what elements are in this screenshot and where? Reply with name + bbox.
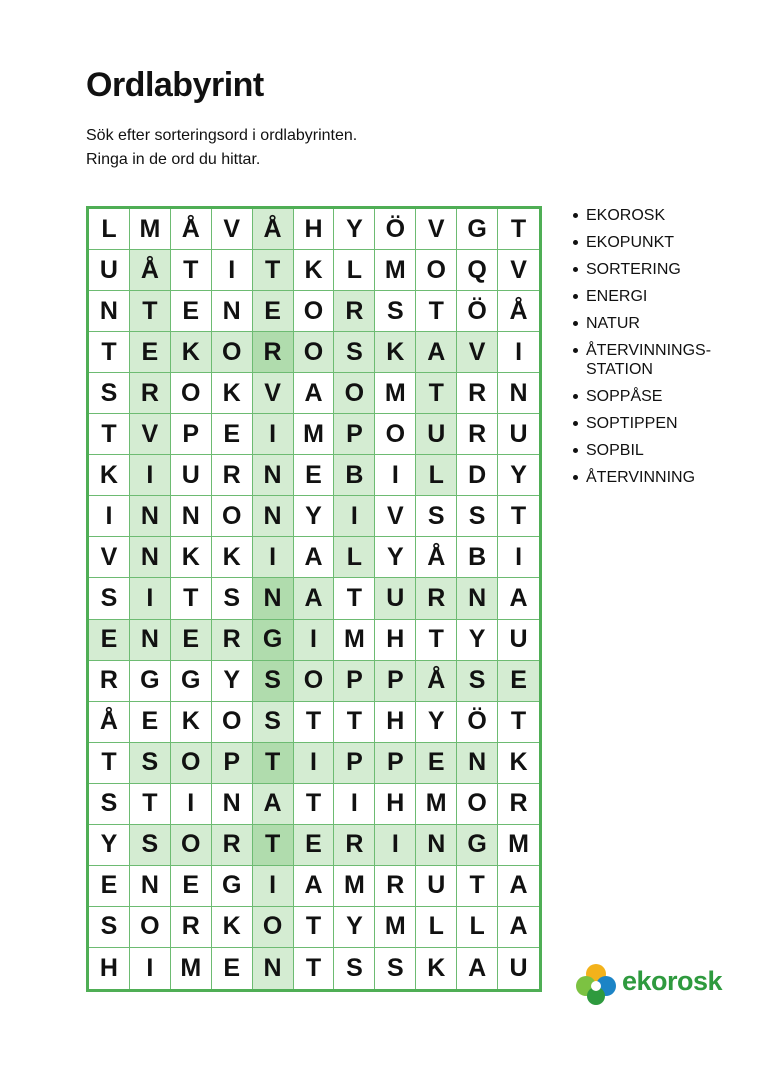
grid-cell[interactable]: M	[294, 414, 335, 455]
grid-cell[interactable]: U	[498, 620, 539, 661]
grid-cell[interactable]: I	[498, 537, 539, 578]
word-list-item: NATUR	[572, 314, 711, 333]
grid-cell[interactable]: M	[334, 620, 375, 661]
grid-cell[interactable]: M	[375, 373, 416, 414]
grid-cell[interactable]: L	[416, 907, 457, 948]
grid-cell[interactable]: A	[294, 866, 335, 907]
grid-cell[interactable]: O	[334, 373, 375, 414]
grid-cell[interactable]: E	[253, 291, 294, 332]
grid-cell[interactable]: K	[212, 907, 253, 948]
grid-cell[interactable]: T	[498, 702, 539, 743]
grid-cell[interactable]: E	[498, 661, 539, 702]
grid-cell[interactable]: S	[416, 496, 457, 537]
grid-cell[interactable]: H	[294, 209, 335, 250]
grid-cell[interactable]: Å	[416, 661, 457, 702]
grid-cell[interactable]: T	[294, 948, 335, 989]
grid-cell[interactable]: P	[375, 743, 416, 784]
grid-cell[interactable]: K	[171, 702, 212, 743]
grid-cell[interactable]: Å	[498, 291, 539, 332]
grid-cell[interactable]: G	[212, 866, 253, 907]
grid-cell[interactable]: A	[253, 784, 294, 825]
grid-cell[interactable]: K	[171, 332, 212, 373]
grid-cell[interactable]: A	[498, 866, 539, 907]
grid-cell[interactable]: N	[457, 578, 498, 619]
grid-cell[interactable]: K	[375, 332, 416, 373]
grid-cell[interactable]: T	[294, 907, 335, 948]
grid-cell[interactable]: R	[253, 332, 294, 373]
grid-cell[interactable]: N	[212, 291, 253, 332]
grid-cell[interactable]: V	[457, 332, 498, 373]
grid-cell[interactable]: T	[130, 291, 171, 332]
grid-cell[interactable]: I	[171, 784, 212, 825]
grid-cell[interactable]: E	[212, 948, 253, 989]
grid-cell[interactable]: E	[89, 620, 130, 661]
grid-cell[interactable]: R	[334, 291, 375, 332]
grid-cell[interactable]: O	[294, 291, 335, 332]
grid-cell[interactable]: K	[89, 455, 130, 496]
grid-cell[interactable]: N	[89, 291, 130, 332]
grid-cell[interactable]: A	[416, 332, 457, 373]
grid-cell[interactable]: R	[89, 661, 130, 702]
grid-cell[interactable]: R	[171, 907, 212, 948]
grid-cell[interactable]: T	[334, 578, 375, 619]
word-search-grid[interactable]	[86, 206, 542, 992]
grid-cell[interactable]: M	[171, 948, 212, 989]
grid-cell[interactable]: I	[334, 496, 375, 537]
grid-cell[interactable]: M	[334, 866, 375, 907]
grid-cell[interactable]: Ö	[375, 209, 416, 250]
grid-cell[interactable]: S	[457, 496, 498, 537]
grid-cell[interactable]: T	[457, 866, 498, 907]
grid-cell[interactable]: T	[294, 702, 335, 743]
instruction-line: Sök efter sorteringsord i ordlabyrinten.	[86, 127, 358, 144]
grid-cell[interactable]: H	[89, 948, 130, 989]
grid-cell[interactable]: U	[416, 866, 457, 907]
instructions	[86, 124, 357, 172]
grid-cell[interactable]: N	[498, 373, 539, 414]
grid-cell[interactable]: T	[89, 414, 130, 455]
grid-cell[interactable]: Å	[130, 250, 171, 291]
grid-cell[interactable]: S	[89, 784, 130, 825]
grid-cell[interactable]: S	[130, 743, 171, 784]
grid-cell[interactable]: R	[212, 825, 253, 866]
grid-cell[interactable]: O	[130, 907, 171, 948]
grid-cell[interactable]: V	[416, 209, 457, 250]
grid-cell[interactable]: I	[130, 578, 171, 619]
grid-cell[interactable]: I	[375, 455, 416, 496]
grid-cell[interactable]: S	[253, 702, 294, 743]
grid-cell[interactable]: S	[212, 578, 253, 619]
grid-cell[interactable]: R	[212, 455, 253, 496]
grid-cell[interactable]: G	[457, 825, 498, 866]
grid-cell[interactable]: O	[171, 825, 212, 866]
grid-cell[interactable]: I	[294, 743, 335, 784]
grid-cell[interactable]: I	[334, 784, 375, 825]
grid-cell[interactable]: M	[130, 209, 171, 250]
grid-cell[interactable]: V	[212, 209, 253, 250]
grid-cell[interactable]: I	[212, 250, 253, 291]
grid-cell[interactable]: V	[89, 537, 130, 578]
grid-cell[interactable]: M	[375, 907, 416, 948]
logo-text: ekorosk	[622, 966, 723, 996]
grid-cell[interactable]: I	[253, 414, 294, 455]
grid-cell[interactable]: A	[457, 948, 498, 989]
grid-cell[interactable]: N	[253, 948, 294, 989]
grid-cell[interactable]: T	[498, 209, 539, 250]
grid-cell[interactable]: S	[457, 661, 498, 702]
grid-cell[interactable]: A	[498, 578, 539, 619]
grid-cell[interactable]: V	[130, 414, 171, 455]
grid-cell[interactable]: V	[375, 496, 416, 537]
grid-cell[interactable]: O	[416, 250, 457, 291]
grid-cell[interactable]: Y	[212, 661, 253, 702]
grid-cell[interactable]: K	[212, 537, 253, 578]
grid-cell[interactable]: L	[457, 907, 498, 948]
grid-cell[interactable]: K	[212, 373, 253, 414]
word-list-item: ENERGI	[572, 287, 711, 306]
grid-cell[interactable]: P	[212, 743, 253, 784]
grid-cell[interactable]: P	[334, 661, 375, 702]
word-list-item: ÅTERVINNINGS- STATION	[572, 341, 711, 379]
grid-cell[interactable]: U	[509, 953, 528, 982]
grid-cell[interactable]: N	[212, 784, 253, 825]
grid-cell[interactable]: T	[130, 784, 171, 825]
grid-cell[interactable]: P	[334, 743, 375, 784]
grid-cell[interactable]: U	[171, 455, 212, 496]
grid-cell[interactable]: H	[375, 702, 416, 743]
grid-cell[interactable]: Y	[416, 702, 457, 743]
word-list-item: ÅTERVINNING	[572, 468, 711, 487]
grid-cell[interactable]: L	[89, 209, 130, 250]
grid-cell[interactable]: E	[171, 620, 212, 661]
grid-cell[interactable]: Å	[416, 537, 457, 578]
grid-cell[interactable]: O	[294, 332, 335, 373]
grid-cell[interactable]: T	[171, 578, 212, 619]
grid-cell[interactable]: O	[212, 496, 253, 537]
grid-cell[interactable]: O	[294, 661, 335, 702]
grid-cell[interactable]: R	[457, 373, 498, 414]
grid-cell[interactable]: H	[375, 620, 416, 661]
grid-cell[interactable]: T	[416, 620, 457, 661]
grid-cell[interactable]: D	[457, 455, 498, 496]
grid-cell[interactable]: O	[171, 743, 212, 784]
grid-cell[interactable]: I	[498, 332, 539, 373]
grid-cell[interactable]: T	[253, 250, 294, 291]
grid-cell[interactable]: K	[171, 537, 212, 578]
grid-cell[interactable]: N	[416, 825, 457, 866]
grid-cell[interactable]: U	[498, 414, 539, 455]
grid-cell[interactable]: Å	[171, 209, 212, 250]
clover-logo-icon	[574, 962, 618, 1006]
grid-cell[interactable]: R	[498, 784, 539, 825]
grid-cell[interactable]: B	[457, 537, 498, 578]
grid-cell[interactable]: H	[375, 784, 416, 825]
grid-cell[interactable]: Y	[334, 907, 375, 948]
grid-cell[interactable]: I	[130, 455, 171, 496]
grid-cell[interactable]: E	[294, 455, 335, 496]
grid-cell[interactable]: O	[171, 373, 212, 414]
grid-cell[interactable]: Å	[89, 702, 130, 743]
grid-cell[interactable]: E	[294, 825, 335, 866]
grid-cell[interactable]: S	[130, 825, 171, 866]
grid-cell[interactable]: O	[375, 414, 416, 455]
grid-cell[interactable]: Q	[457, 250, 498, 291]
grid-cell[interactable]: N	[130, 620, 171, 661]
grid-cell[interactable]: S	[89, 373, 130, 414]
grid-cell[interactable]: A	[498, 907, 539, 948]
grid-cell[interactable]: B	[334, 455, 375, 496]
grid-cell[interactable]: I	[294, 620, 335, 661]
grid-cell[interactable]: L	[416, 455, 457, 496]
grid-cell[interactable]: O	[253, 907, 294, 948]
grid-cell[interactable]: U	[375, 578, 416, 619]
grid-cell[interactable]: K	[498, 743, 539, 784]
grid-cell[interactable]: T	[416, 291, 457, 332]
grid-cell[interactable]: Y	[294, 496, 335, 537]
grid-cell[interactable]: T	[416, 373, 457, 414]
grid-cell[interactable]: E	[89, 866, 130, 907]
grid-cell[interactable]: R	[130, 373, 171, 414]
grid-cell[interactable]: Y	[334, 209, 375, 250]
grid-cell[interactable]: O	[457, 784, 498, 825]
grid-cell[interactable]: T	[89, 332, 130, 373]
grid-cell[interactable]: N	[253, 455, 294, 496]
grid-cell[interactable]: U	[416, 414, 457, 455]
grid-cell[interactable]: R	[375, 866, 416, 907]
grid-cell[interactable]: I	[89, 496, 130, 537]
grid-cell[interactable]: N	[130, 496, 171, 537]
grid-cell[interactable]: R	[212, 620, 253, 661]
grid-cell[interactable]: P	[334, 414, 375, 455]
grid-cell[interactable]: R	[334, 825, 375, 866]
grid-cell[interactable]: N	[171, 496, 212, 537]
grid-cell[interactable]: S	[375, 948, 416, 989]
grid-cell[interactable]: T	[294, 784, 335, 825]
page-title: Ordlabyrint	[86, 66, 264, 104]
grid-cell[interactable]: S	[253, 661, 294, 702]
grid-cell[interactable]: O	[212, 332, 253, 373]
grid-cell[interactable]: G	[171, 661, 212, 702]
grid-cell[interactable]: G	[253, 620, 294, 661]
grid-cell[interactable]: E	[171, 291, 212, 332]
grid-cell[interactable]: E	[212, 414, 253, 455]
grid-cell[interactable]: Y	[457, 620, 498, 661]
grid-cell[interactable]: N	[253, 496, 294, 537]
grid-cell[interactable]: E	[171, 866, 212, 907]
grid-cell[interactable]: U	[89, 250, 130, 291]
grid-cell[interactable]: Ö	[457, 702, 498, 743]
grid-cell[interactable]: T	[498, 496, 539, 537]
grid-cell[interactable]: I	[253, 537, 294, 578]
grid-cell[interactable]: I	[375, 825, 416, 866]
grid-cell[interactable]: N	[253, 578, 294, 619]
grid-cell[interactable]: V	[253, 373, 294, 414]
grid-cell[interactable]: E	[416, 743, 457, 784]
grid-cell[interactable]: E	[130, 702, 171, 743]
grid-cell[interactable]: K	[294, 250, 335, 291]
grid-cell[interactable]: M	[375, 250, 416, 291]
grid-cell[interactable]: A	[294, 578, 335, 619]
grid-cell[interactable]: A	[294, 373, 335, 414]
grid-cell[interactable]: O	[212, 702, 253, 743]
word-list-item: SOPTIPPEN	[572, 414, 711, 433]
grid-cell[interactable]: Y	[89, 825, 130, 866]
grid-cell[interactable]: Ö	[457, 291, 498, 332]
grid-cell[interactable]: M	[498, 825, 539, 866]
grid-cell[interactable]: S	[334, 948, 375, 989]
grid-cell[interactable]: T	[334, 702, 375, 743]
word-list-item: SOPPÅSE	[572, 387, 711, 406]
grid-cell[interactable]: R	[416, 578, 457, 619]
word-list-item: SOPBIL	[572, 441, 711, 460]
grid-cell[interactable]: T	[89, 743, 130, 784]
word-list-item: EKOROSK	[572, 206, 711, 225]
grid-cell[interactable]: N	[457, 743, 498, 784]
grid-cell[interactable]: N	[130, 537, 171, 578]
grid-cell[interactable]: L	[334, 537, 375, 578]
grid-cell[interactable]: I	[130, 948, 171, 989]
word-list-item: SORTERING	[572, 260, 711, 279]
grid-cell[interactable]: A	[294, 537, 335, 578]
grid-cell[interactable]: E	[130, 332, 171, 373]
grid-cell[interactable]: T	[253, 825, 294, 866]
grid-cell[interactable]: G	[130, 661, 171, 702]
ekorosk-logo	[574, 962, 724, 1006]
grid-cell[interactable]: S	[89, 907, 130, 948]
grid-cell[interactable]: G	[457, 209, 498, 250]
grid-cell[interactable]: M	[416, 784, 457, 825]
grid-cell[interactable]: N	[130, 866, 171, 907]
grid-cell[interactable]: L	[334, 250, 375, 291]
instruction-line: Ringa in de ord du hittar.	[86, 151, 261, 168]
grid-cell[interactable]: R	[457, 414, 498, 455]
grid-cell[interactable]: T	[171, 250, 212, 291]
grid-cell[interactable]: P	[375, 661, 416, 702]
word-list	[572, 206, 711, 495]
grid-cell[interactable]: P	[171, 414, 212, 455]
grid-cell[interactable]: K	[416, 948, 457, 989]
grid-cell[interactable]: I	[253, 866, 294, 907]
grid-cell[interactable]: S	[334, 332, 375, 373]
grid-cell[interactable]: Y	[375, 537, 416, 578]
grid-cell[interactable]: V	[498, 250, 539, 291]
grid-cell[interactable]: T	[253, 743, 294, 784]
word-list-item: EKOPUNKT	[572, 233, 711, 252]
grid-cell[interactable]: Y	[498, 455, 539, 496]
grid-cell[interactable]: S	[375, 291, 416, 332]
grid-cell[interactable]: Å	[253, 209, 294, 250]
grid-cell[interactable]: S	[89, 578, 130, 619]
